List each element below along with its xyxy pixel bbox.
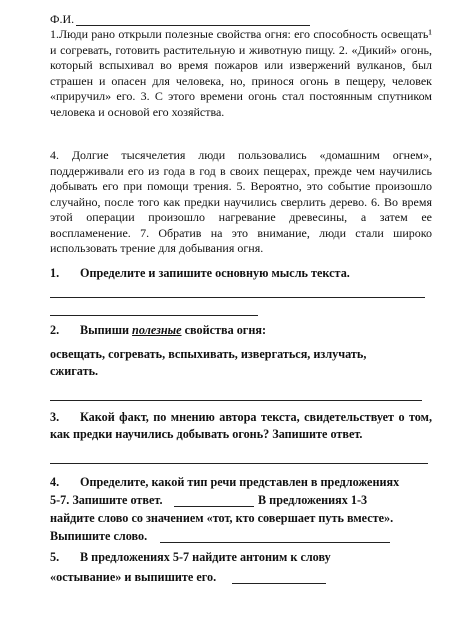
answer-line-2[interactable] [50,400,422,401]
answer-line-3[interactable] [50,463,428,464]
answer-line-4a[interactable] [174,506,254,507]
question-3 [50,409,432,443]
question-3-number: 3. [50,410,60,424]
question-1-number: 1. [50,266,60,280]
question-1-text: Определите и запишите основную мысль текста. [80,266,350,280]
question-4-number: 4. [50,475,60,489]
question-2 [50,323,432,338]
text-paragraph-1: 1.Люди рано открыли полезные свойства огня: его способность освещать¹ и согревать, готовить растительную и животную пищу. 2. «Дикий» огонь, который вспыхивал во время пожаров или извержений вулканов, был страшен и опасен для человека, но, принося огонь в пещеру, человек «приручил» его. 3. С этого времени огонь стал постоянным спутником человека и основой его хозяйства. [50,27,432,119]
question-5-number: 5. [50,550,60,564]
question-5-line-1 [50,550,432,565]
question-4-text-1: Определите, какой тип речи представлен в предложениях [80,475,400,489]
question-1 [50,266,432,281]
question-4-line-3: найдите слово со значением «тот, кто совершает путь вместе». [50,511,394,525]
question-3-text: Какой факт, по мнению автора текста, свидетельствует о том, как предки научились добывать огонь? Запишите ответ. [50,410,432,441]
fio-answer-line[interactable] [76,25,310,26]
question-4-line-2b: В предложениях 1-3 [258,493,368,507]
question-2-number: 2. [50,323,60,337]
answer-line-1a[interactable] [50,297,425,298]
question-5-line-2: «остывание» и выпишите его. [50,570,217,584]
question-4-line-1 [50,475,432,490]
question-2-options: освещать, согревать, вспыхивать, извергаться, излучать, сжигать. [50,347,367,378]
question-2-pre: Выпиши [80,323,133,337]
question-5-text-1: В предложениях 5-7 найдите антоним к слову [80,550,331,564]
question-2-underlined: полезные [132,323,182,337]
question-2-post: свойства огня: [181,323,267,337]
answer-line-5[interactable] [232,583,326,584]
question-4-line-2a: 5-7. Запишите ответ. [50,493,163,507]
question-4-line-4: Выпишите слово. [50,529,148,543]
answer-line-1b[interactable] [50,315,258,316]
answer-line-4b[interactable] [160,542,390,543]
text-paragraph-2: 4. Долгие тысячелетия люди пользовались «домашним огнем», поддерживали его из года в год в своих пещерах, прежде чем научились добывать его при помощи трения. 5. Вероятно, это событие произошло случайно, после того как предки научились сверлить дерево. 6. Во время этой операции произошло нагревание древесины, а затем ее воспламенение. 7. Обратив на это внимание, люди стали широко использовать трение для добывания огня. [50,148,432,255]
fio-label: Ф.И. [50,12,75,26]
